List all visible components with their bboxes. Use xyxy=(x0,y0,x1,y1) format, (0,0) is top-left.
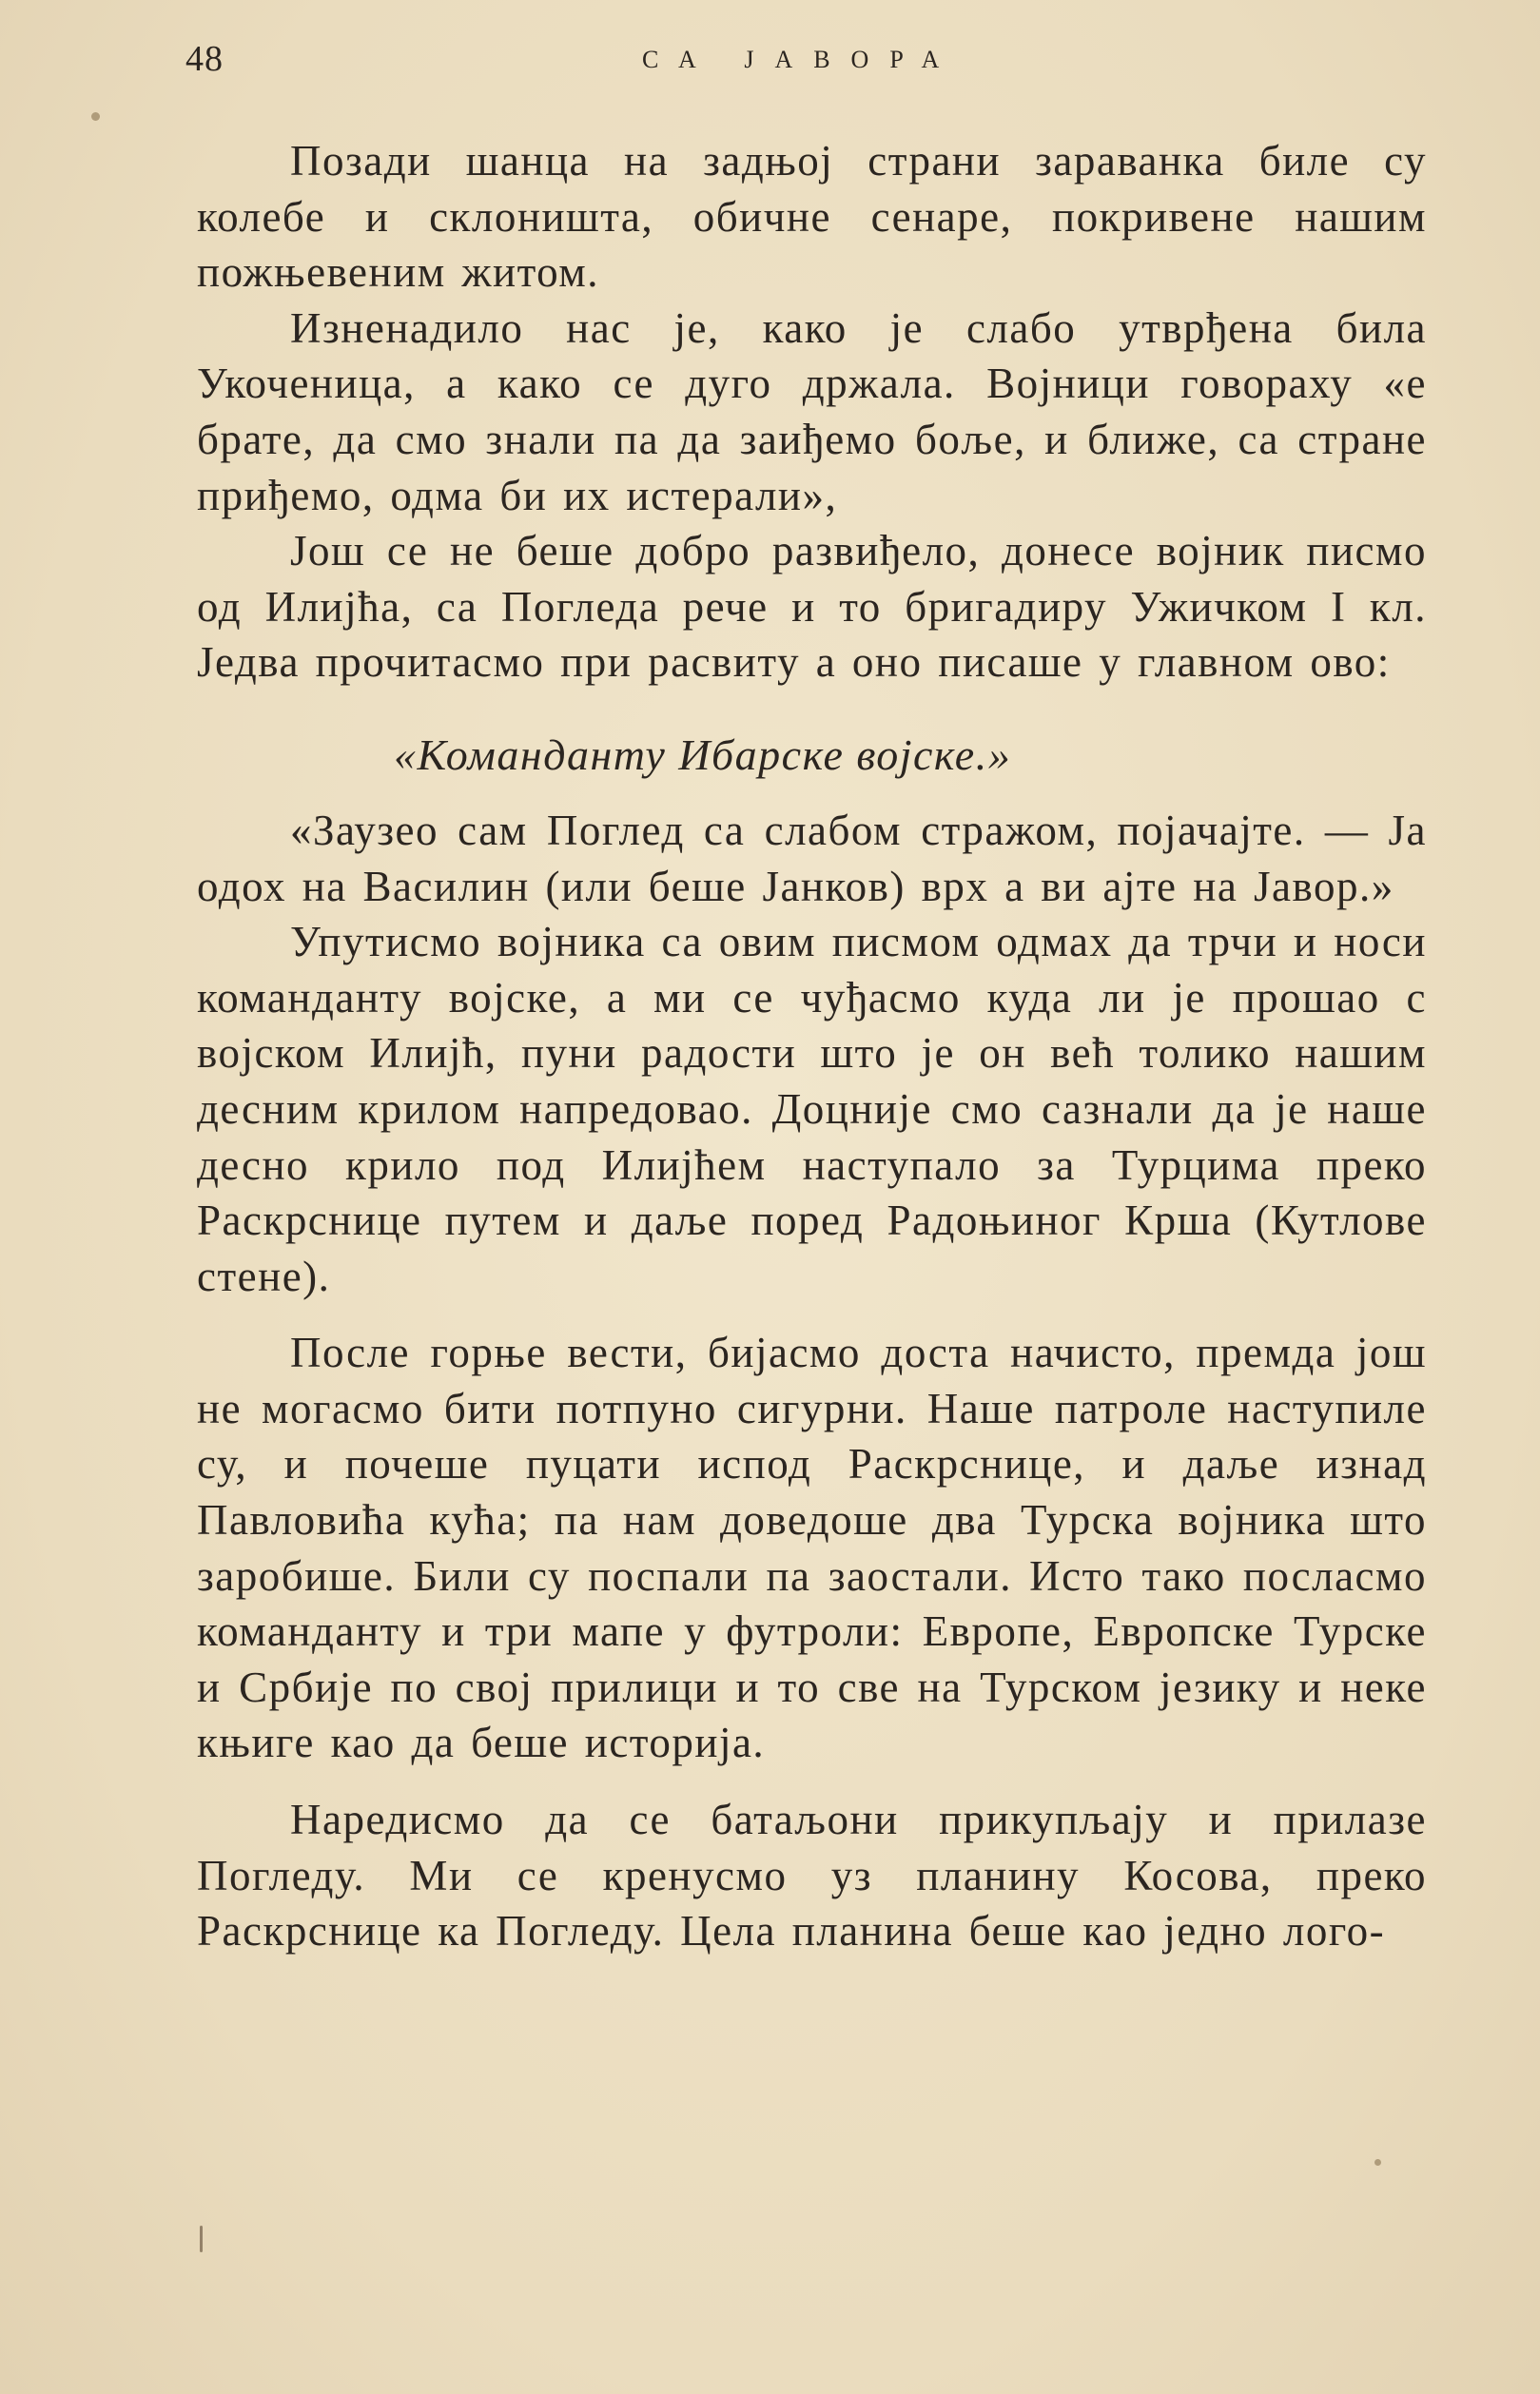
paper-speck xyxy=(200,2226,203,2252)
paragraph: Упутисмо војника са овим писмом одмах да трчи и носи команданту војске, а ми се чуђасмо куда ли је прошао с војском Илијћ, пуни радости што је он већ толико нашим десним крилом напредовао. Доцније смо сазнали да је наше десно крило под Илијћем наступало за Турцима преко Раскрснице путем и даље поред Радоњиног Крша (Кутлове стене). xyxy=(197,918,1427,1300)
body-text xyxy=(197,133,1427,1959)
paragraph: Изненадило нас је, како је слабо утврђена била Укоченица, а како се дуго држала. Војници говораху «е брате, да смо знали па да заиђемо боље, и ближе, са стране приђемо, одма би их истерали», xyxy=(197,303,1427,519)
running-head: СА ЈАВОРА xyxy=(642,46,961,73)
paragraph: После горње вести, бијасмо доста начисто, премда још не могасмо бити потпуно сигурни. Наше патроле наступиле су, и почеше пуцати испод Раскрснице, и даље изнад Павловића кућа; па нам доведоше два Турска војника што заробише. Били су поспали па заостали. Исто тако посласмо команданту и три мапе у футроли: Европе, Европске Турске и Србије по свој прилици и то све на Турском језику и неке књиге као да беше историја. xyxy=(197,1329,1427,1767)
paragraph: Наредисмо да се батаљони прикупљају и прилазе Погледу. Ми се кренусмо уз планину Косова, преко Раскрснице ка Погледу. Цела планина беше као једно лого- xyxy=(197,1796,1427,1956)
paper-speck xyxy=(1374,2159,1381,2166)
page-header xyxy=(185,38,1422,86)
paper-speck xyxy=(91,112,100,121)
paragraph: Још се не беше добро развиђело, донесе војник писмо од Илијћа, са Погледа рече и то бригадиру Ужичком I кл. Једва прочитасмо при расвиту а оно писаше у главном ово: xyxy=(197,527,1427,687)
letter-body: «Заузео сам Поглед са слабом стражом, појачајте. — Ја одох на Василин (или беше Јанков) врх а ви ајте на Јавор.» xyxy=(197,806,1427,910)
letter-heading: «Команданту Ибарске војске.» xyxy=(394,730,1012,779)
page-number: 48 xyxy=(185,39,224,79)
paragraph: Позади шанца на задњој страни зараванка биле су колебе и склоништа, обичне сенаре, покривене нашим пожњевеним житом. xyxy=(197,137,1427,297)
